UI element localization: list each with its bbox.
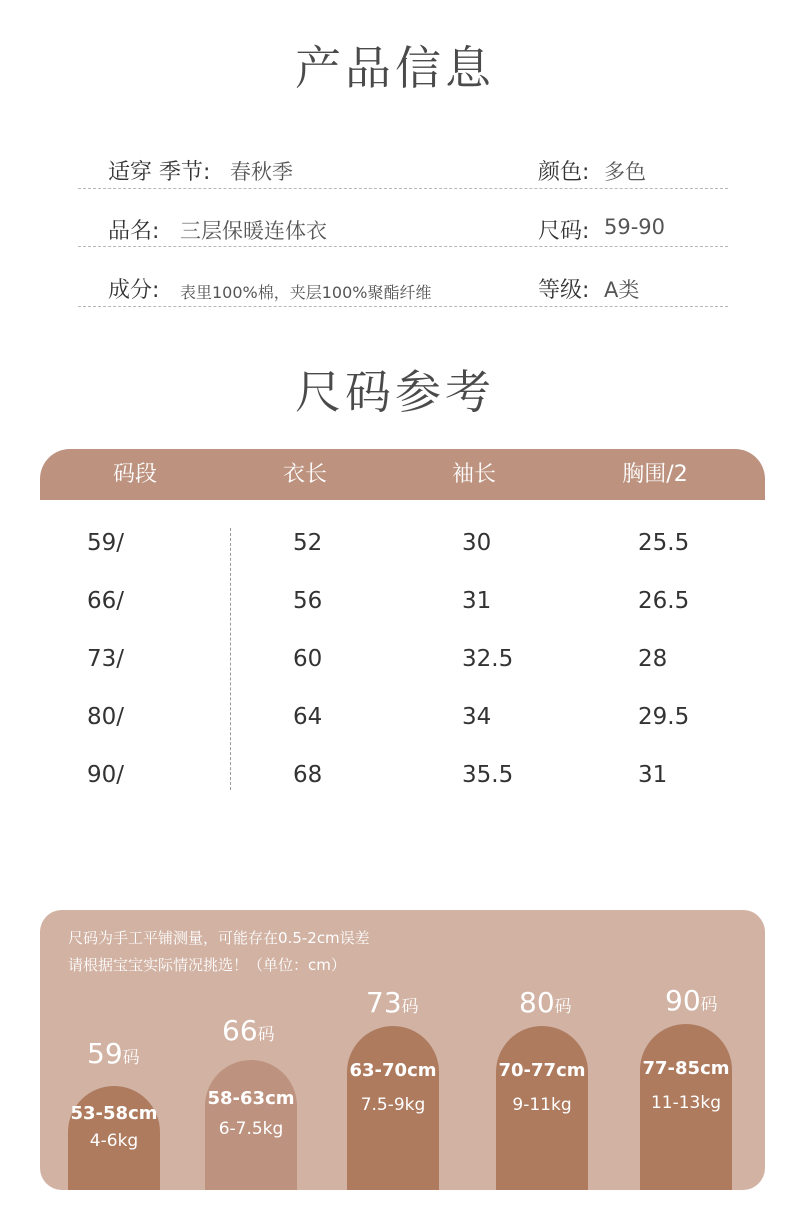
season-value: 春秋季 [230, 160, 293, 184]
size-table-header [40, 449, 765, 500]
table-cell: 32.5 [462, 646, 514, 672]
table-cell: 30 [462, 530, 492, 556]
weight-range: 7.5-9kg [360, 1095, 426, 1115]
product-info-title: 产品信息 [295, 41, 495, 95]
material-value: 表里100%棉，夹层100%聚酯纤维 [180, 283, 432, 302]
table-cell: 31 [462, 588, 492, 614]
size-bar-73 [347, 1026, 439, 1190]
name-value: 三层保暖连体衣 [180, 219, 327, 243]
season-label: 适穿 季节: [108, 160, 211, 185]
table-cell: 25.5 [638, 530, 690, 556]
size-tag-90: 90码 [665, 984, 718, 1017]
size-value: 59-90 [604, 215, 666, 239]
info-divider [78, 187, 728, 189]
table-cell: 35.5 [462, 762, 514, 788]
selection-note: 请根据宝宝实际情况挑选！（单位：cm） [68, 956, 346, 974]
grade-label: 等级: [538, 278, 590, 303]
weight-range: 9-11kg [512, 1095, 572, 1115]
height-range: 70-77cm [498, 1060, 586, 1081]
height-range: 53-58cm [70, 1103, 158, 1124]
table-cell: 60 [293, 646, 323, 672]
name-label: 品名: [108, 219, 160, 244]
size-bar-66 [205, 1060, 297, 1190]
grade-value: A类 [604, 278, 640, 302]
table-cell: 56 [293, 588, 323, 614]
info-divider [78, 305, 728, 307]
size-tag-66: 66码 [222, 1014, 275, 1047]
size-tag-73: 73码 [366, 986, 419, 1019]
table-cell: 26.5 [638, 588, 690, 614]
color-label: 颜色: [538, 160, 590, 185]
size-bar-59 [68, 1086, 160, 1190]
height-range: 58-63cm [207, 1088, 295, 1109]
size-reference-panel [40, 910, 765, 1190]
table-cell: 28 [638, 646, 668, 672]
size-chart-title: 尺码参考 [295, 365, 495, 419]
table-cell: 64 [293, 704, 323, 730]
table-cell: 90/ [87, 762, 125, 788]
height-range: 77-85cm [642, 1058, 730, 1079]
size-bar-80 [496, 1026, 588, 1190]
table-cell: 52 [293, 530, 323, 556]
table-cell: 80/ [87, 704, 125, 730]
table-cell: 29.5 [638, 704, 690, 730]
table-cell: 31 [638, 762, 668, 788]
size-label: 尺码: [538, 219, 590, 244]
table-cell: 66/ [87, 588, 125, 614]
weight-range: 4-6kg [89, 1131, 139, 1151]
weight-range: 11-13kg [650, 1093, 722, 1113]
color-value: 多色 [604, 160, 646, 184]
table-cell: 59/ [87, 530, 125, 556]
size-tag-80: 80码 [519, 986, 572, 1019]
table-divider [230, 528, 231, 790]
table-cell: 68 [293, 762, 323, 788]
height-range: 63-70cm [349, 1060, 437, 1081]
header-size: 码段 [112, 462, 157, 487]
table-cell: 73/ [87, 646, 125, 672]
weight-range: 6-7.5kg [218, 1119, 284, 1139]
table-cell: 34 [462, 704, 492, 730]
header-chest: 胸围/2 [622, 462, 688, 487]
size-bar-90 [640, 1024, 732, 1190]
header-sleeve: 袖长 [451, 462, 496, 487]
header-length: 衣长 [282, 462, 327, 487]
measurement-note: 尺码为手工平铺测量，可能存在0.5-2cm误差 [68, 929, 370, 947]
info-divider [78, 245, 728, 247]
size-tag-59: 59码 [87, 1037, 140, 1070]
material-label: 成分: [108, 278, 160, 303]
